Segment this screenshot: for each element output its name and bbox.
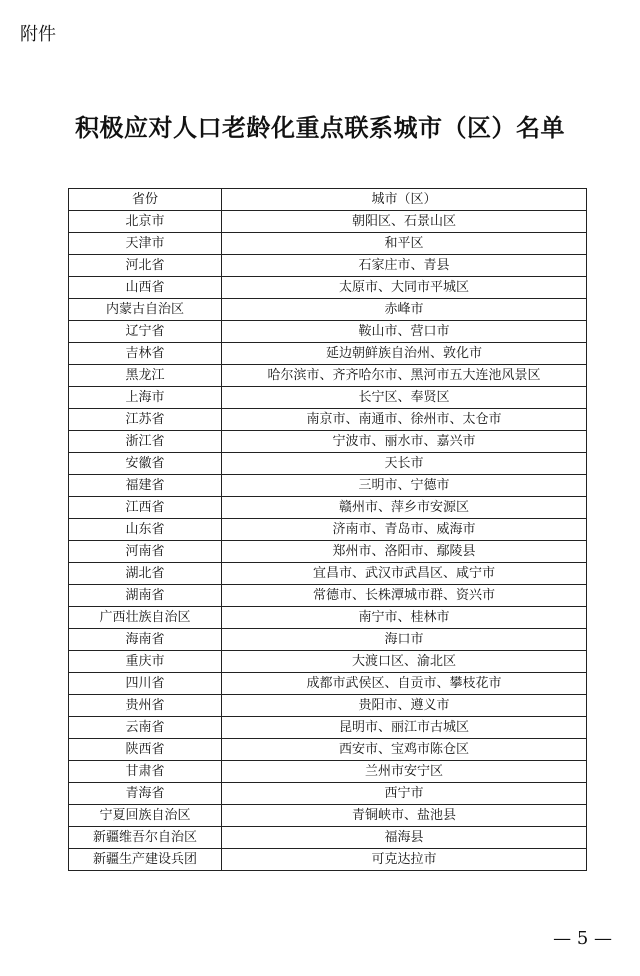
page-number: — 5 — (553, 928, 612, 949)
province-cell: 上海市 (69, 387, 222, 409)
province-cell: 贵州省 (69, 695, 222, 717)
province-cell: 北京市 (69, 211, 222, 233)
annex-label: 附件 (20, 24, 56, 45)
city-district-cell: 兰州市安宁区 (222, 761, 587, 783)
province-cell: 青海省 (69, 783, 222, 805)
province-cell: 辽宁省 (69, 321, 222, 343)
city-district-cell: 石家庄市、青县 (222, 255, 587, 277)
table-row (69, 585, 587, 607)
province-cell: 重庆市 (69, 651, 222, 673)
city-district-cell: 宁波市、丽水市、嘉兴市 (222, 431, 587, 453)
table-row (69, 607, 587, 629)
city-district-cell: 和平区 (222, 233, 587, 255)
city-district-cell: 海口市 (222, 629, 587, 651)
province-cell: 海南省 (69, 629, 222, 651)
province-cell: 内蒙古自治区 (69, 299, 222, 321)
province-cell: 广西壮族自治区 (69, 607, 222, 629)
table-row (69, 365, 587, 387)
province-cell: 山东省 (69, 519, 222, 541)
city-district-cell: 贵阳市、遵义市 (222, 695, 587, 717)
city-district-cell: 延边朝鲜族自治州、敦化市 (222, 343, 587, 365)
table-row (69, 805, 587, 827)
city-district-cell: 长宁区、奉贤区 (222, 387, 587, 409)
province-cell: 河南省 (69, 541, 222, 563)
table-row (69, 629, 587, 651)
city-district-cell: 可克达拉市 (222, 849, 587, 871)
table-row (69, 321, 587, 343)
province-cell: 新疆生产建设兵团 (69, 849, 222, 871)
table-row (69, 387, 587, 409)
province-cell: 福建省 (69, 475, 222, 497)
city-district-cell: 宜昌市、武汉市武昌区、咸宁市 (222, 563, 587, 585)
document-title: 积极应对人口老龄化重点联系城市（区）名单 (75, 113, 565, 142)
city-district-cell: 南宁市、桂林市 (222, 607, 587, 629)
header-province: 省份 (69, 189, 222, 211)
province-cell: 吉林省 (69, 343, 222, 365)
city-district-cell: 常德市、长株潭城市群、资兴市 (222, 585, 587, 607)
province-cell: 云南省 (69, 717, 222, 739)
province-cell: 湖北省 (69, 563, 222, 585)
table-row (69, 431, 587, 453)
table-header-row (69, 189, 587, 211)
table-row (69, 211, 587, 233)
city-district-cell: 鞍山市、营口市 (222, 321, 587, 343)
table-row (69, 233, 587, 255)
table-row (69, 563, 587, 585)
city-district-cell: 西安市、宝鸡市陈仓区 (222, 739, 587, 761)
city-district-cell: 西宁市 (222, 783, 587, 805)
table-row (69, 519, 587, 541)
province-cell: 宁夏回族自治区 (69, 805, 222, 827)
table-row (69, 651, 587, 673)
city-district-cell: 郑州市、洛阳市、鄢陵县 (222, 541, 587, 563)
province-cell: 江西省 (69, 497, 222, 519)
city-district-cell: 天长市 (222, 453, 587, 475)
table-row (69, 827, 587, 849)
header-city-district: 城市（区） (222, 189, 587, 211)
province-cell: 新疆维吾尔自治区 (69, 827, 222, 849)
city-district-cell: 三明市、宁德市 (222, 475, 587, 497)
table-row (69, 739, 587, 761)
city-district-cell: 昆明市、丽江市古城区 (222, 717, 587, 739)
province-cell: 浙江省 (69, 431, 222, 453)
city-district-cell: 大渡口区、渝北区 (222, 651, 587, 673)
city-district-cell: 福海县 (222, 827, 587, 849)
province-cell: 天津市 (69, 233, 222, 255)
province-cell: 山西省 (69, 277, 222, 299)
province-cell: 黑龙江 (69, 365, 222, 387)
table-body (69, 211, 587, 871)
table-row (69, 783, 587, 805)
city-district-cell: 朝阳区、石景山区 (222, 211, 587, 233)
table-row (69, 475, 587, 497)
table-row (69, 673, 587, 695)
table-row (69, 541, 587, 563)
table-row (69, 497, 587, 519)
city-district-cell: 赤峰市 (222, 299, 587, 321)
province-cell: 湖南省 (69, 585, 222, 607)
table-row (69, 255, 587, 277)
city-district-cell: 赣州市、萍乡市安源区 (222, 497, 587, 519)
table-row (69, 453, 587, 475)
table-row (69, 717, 587, 739)
city-district-cell: 成都市武侯区、自贡市、攀枝花市 (222, 673, 587, 695)
province-cell: 甘肃省 (69, 761, 222, 783)
province-cell: 河北省 (69, 255, 222, 277)
table-row (69, 849, 587, 871)
table-row (69, 277, 587, 299)
province-cell: 陕西省 (69, 739, 222, 761)
city-district-cell: 济南市、青岛市、威海市 (222, 519, 587, 541)
city-district-cell: 南京市、南通市、徐州市、太仓市 (222, 409, 587, 431)
table-row (69, 299, 587, 321)
city-district-cell: 太原市、大同市平城区 (222, 277, 587, 299)
table-row (69, 409, 587, 431)
city-district-cell: 青铜峡市、盐池县 (222, 805, 587, 827)
province-cell: 江苏省 (69, 409, 222, 431)
city-list-table (68, 188, 587, 871)
city-district-cell: 哈尔滨市、齐齐哈尔市、黑河市五大连池风景区 (222, 365, 587, 387)
province-cell: 安徽省 (69, 453, 222, 475)
table-row (69, 695, 587, 717)
table-row (69, 761, 587, 783)
province-cell: 四川省 (69, 673, 222, 695)
table-row (69, 343, 587, 365)
